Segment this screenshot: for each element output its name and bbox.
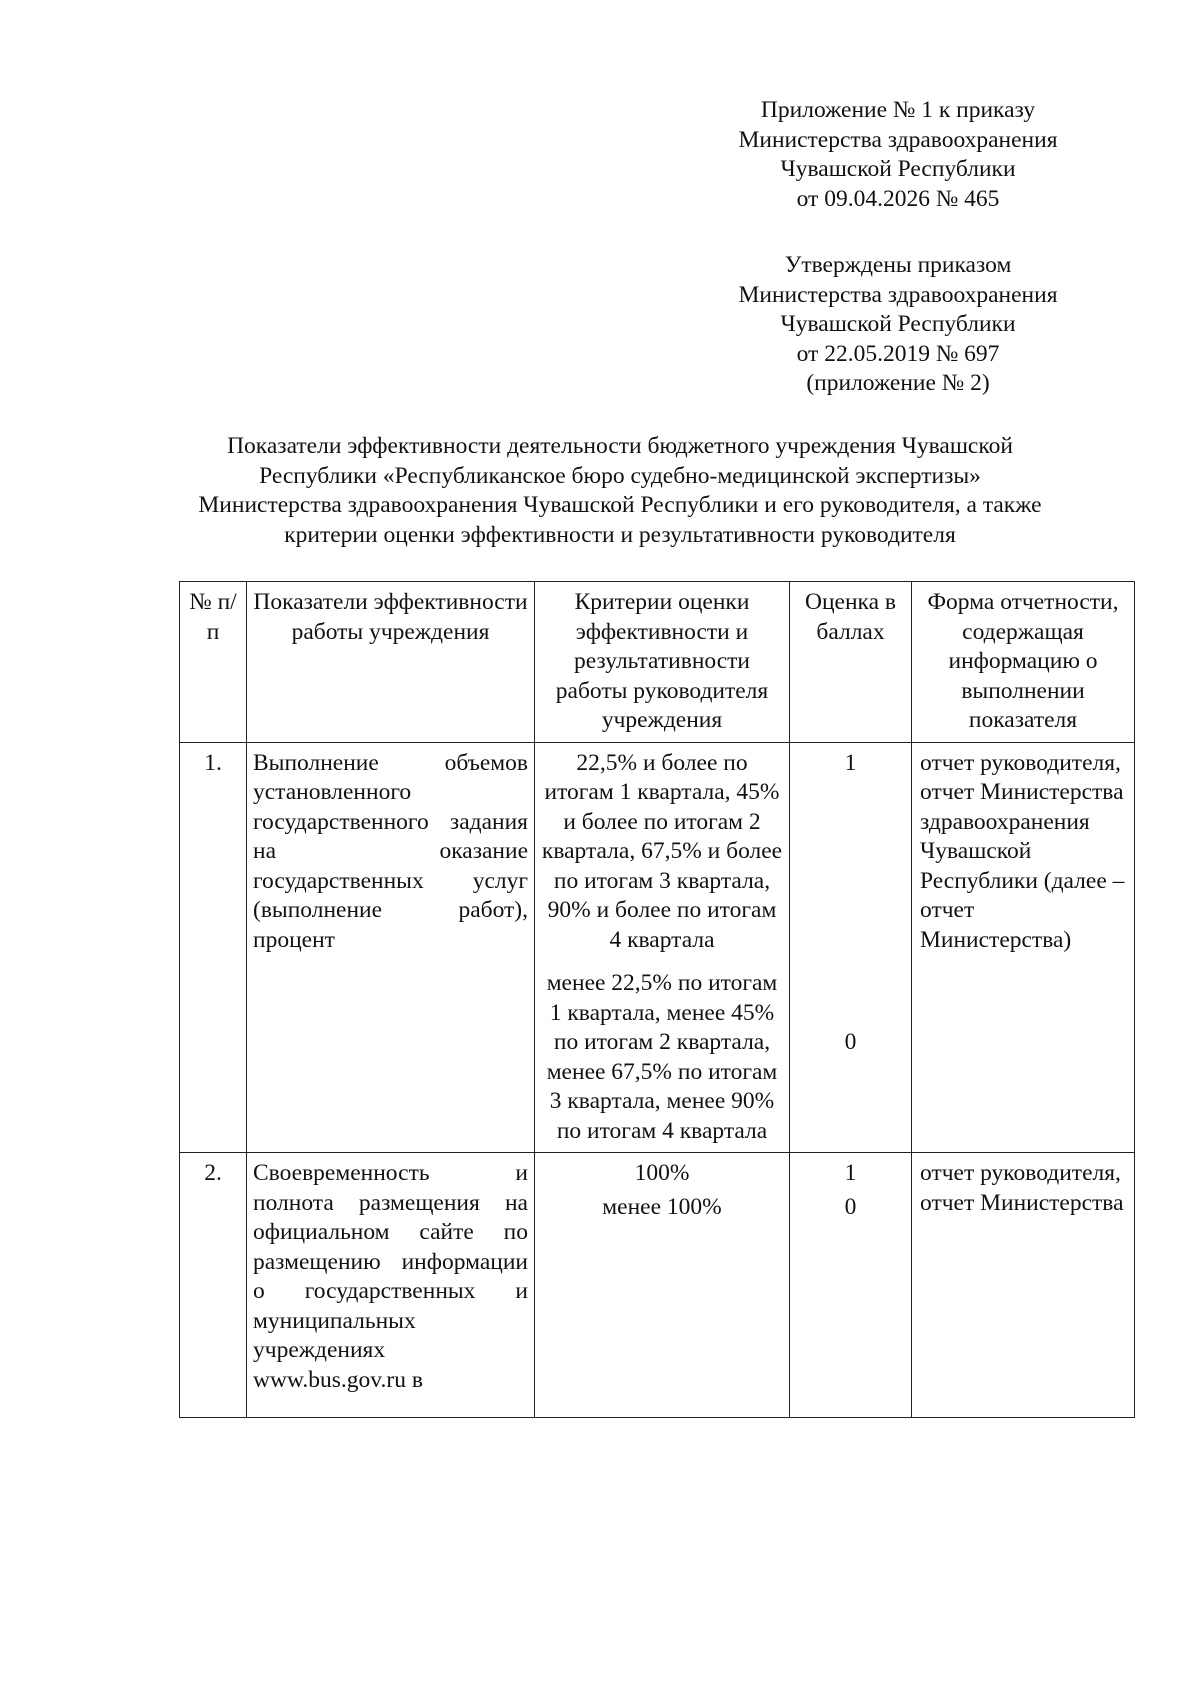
row-report-form: отчет руководителя, отчет Министерства здравоохранения Чувашской Республики (далее – отчет Министерства) [912,742,1135,1153]
title-line: Показатели эффективности деятельности бюджетного учреждения Чувашской [227,433,1013,459]
row-number: 1. [180,742,247,1153]
header-report-form: Форма отчетности, содержащая информацию о выполнении показателя [912,582,1135,743]
header-criteria: Критерии оценки эффективности и результативности работы руководителя учреждения [535,582,790,743]
approval-line: (приложение № 2) [806,370,990,396]
approval-note [680,251,1116,399]
criterion-text: 100% [634,1160,690,1186]
score-value: 0 [844,1029,857,1055]
header-score: Оценка в баллах [790,582,912,743]
criterion-text: 22,5% и более по итогам 1 квартала, 45% и более по итогам 2 квартала, 67,5% и более по итогам 3 квартала, 90% и более по итогам 4 квартала [541,749,783,953]
row-criteria [535,742,790,1153]
header-number: № п/п [180,582,247,743]
row-indicator: Выполнение объемов установленного государственного задания на оказание государственных услуг (выполнение работ), процент [247,742,535,1153]
table-row [180,1153,1135,1418]
score-value: 0 [844,1193,857,1220]
table-row [180,742,1135,1153]
title-line: критерии оценки эффективности и результативности руководителя [284,521,956,548]
approval-line: Утверждены приказом [784,252,1012,278]
row-number: 2. [180,1153,247,1418]
row-scores [790,1153,912,1418]
header-indicator: Показатели эффективности работы учреждения [247,582,535,743]
title-line: Республики «Республиканское бюро судебно-медицинской экспертизы» [259,462,981,489]
row-report-form: отчет руководителя, отчет Министерства [912,1153,1135,1418]
row-indicator: Своевременность и полнота размещения на официальном сайте по размещению информации о государственных и муниципальных учреждениях www.bus.gov.ru в [247,1153,535,1418]
criterion-text: менее 22,5% по итогам 1 квартала, менее 45% по итогам 2 квартала, менее 67,5% по итогам 3 квартала, менее 90% по итогам 4 квартала [546,970,778,1144]
approval-line: Министерства здравоохранения [738,281,1058,308]
document-title [150,432,1090,550]
row-scores [790,742,912,1153]
score-value: 1 [844,749,857,776]
table-header-row [180,582,1135,743]
row-criteria [535,1153,790,1418]
appendix-note [680,96,1116,214]
score-value: 1 [844,1160,857,1186]
approval-line: от 22.05.2019 № 697 [796,340,1000,367]
appendix-line: от 09.04.2026 № 465 [796,185,1000,212]
appendix-line: Приложение № 1 к приказу [760,97,1036,123]
approval-line: Чувашской Республики [780,311,1016,337]
appendix-line: Министерства здравоохранения [738,126,1058,153]
criterion-text: менее 100% [602,1193,722,1220]
appendix-line: Чувашской Республики [780,156,1016,182]
title-line: Министерства здравоохранения Чувашской Республики и его руководителя, а также [198,492,1042,518]
indicators-table [179,581,1135,1418]
